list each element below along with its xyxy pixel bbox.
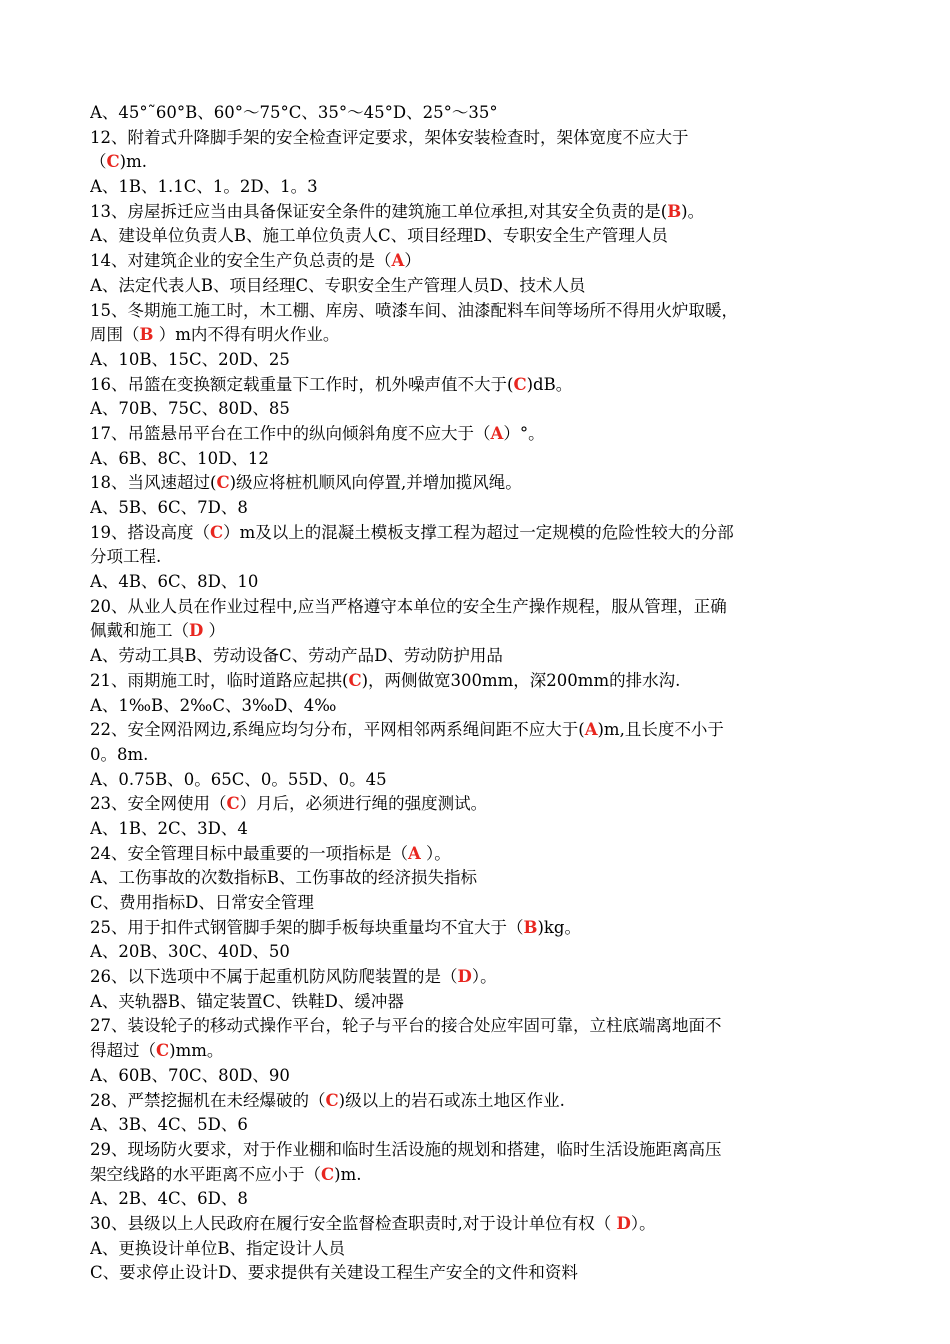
text-run: A、夹轨器B、锚定装置C、铁鞋D、缓冲器: [90, 991, 404, 1011]
text-run: ）。: [471, 967, 497, 987]
answer-mark: C: [216, 473, 230, 493]
text-line: [90, 842, 858, 867]
text-run: 周围（: [90, 325, 140, 345]
answer-mark: C: [226, 794, 240, 814]
text-run: )m.: [119, 152, 147, 172]
text-run: A、4B、6C、8D、10: [90, 572, 259, 592]
text-run: 21、雨期施工时，临时道路应起拱(: [90, 670, 349, 690]
text-run: 分项工程.: [90, 547, 162, 567]
text-line: [90, 200, 858, 225]
text-line: [90, 397, 858, 422]
text-run: 12、附着式升降脚手架的安全检查评定要求，架体安装检查时，架体宽度不应大于: [90, 127, 689, 147]
answer-mark: C: [348, 670, 362, 690]
text-run: A、0.75B、0。65C、0。55D、0。45: [90, 769, 387, 789]
text-line: [90, 373, 858, 398]
text-run: )kg。: [537, 917, 581, 937]
text-run: A、建设单位负责人B、施工单位负责人C、项目经理D、专职安全生产管理人员: [90, 226, 668, 246]
text-run: 架空线路的水平距离不应小于（: [90, 1164, 321, 1184]
answer-mark: D: [616, 1213, 631, 1233]
text-line: [90, 1113, 858, 1138]
text-run: ）m内不得有明火作业。: [153, 325, 340, 345]
answer-mark: C: [156, 1041, 170, 1061]
text-run: A、6B、8C、10D、12: [90, 448, 269, 468]
text-run: ）°。: [503, 423, 545, 443]
text-run: A、1B、2C、3D、4: [90, 818, 248, 838]
text-run: A、60B、70C、80D、90: [90, 1065, 290, 1085]
text-line: [90, 1039, 858, 1064]
answer-mark: D: [189, 621, 204, 641]
text-run: 29、现场防火要求，对于作业棚和临时生活设施的规划和搭建，临时生活设施距离高压: [90, 1139, 722, 1159]
text-run: A、1B、1.1C、1。2D、1。3: [90, 177, 318, 197]
text-line: [90, 422, 858, 447]
text-line: [90, 940, 858, 965]
text-run: 24、安全管理目标中最重要的一项指标是（: [90, 843, 408, 863]
text-run: )mm。: [169, 1041, 224, 1061]
text-line: [90, 299, 858, 324]
text-line: [90, 274, 858, 299]
text-run: )dB。: [526, 374, 573, 394]
text-line: [90, 570, 858, 595]
text-run: 0。8m.: [90, 744, 149, 764]
text-line: [90, 990, 858, 1015]
text-run: 20、从业人员在作业过程中,应当严格遵守本单位的安全生产操作规程，服从管理，正确: [90, 596, 727, 616]
text-run: A、3B、4C、5D、6: [90, 1115, 248, 1135]
answer-mark: C: [321, 1164, 335, 1184]
text-line: [90, 348, 858, 373]
text-run: A、更换设计单位B、指定设计人员: [90, 1238, 346, 1258]
text-line: [90, 619, 858, 644]
text-line: [90, 1187, 858, 1212]
text-line: [90, 595, 858, 620]
text-run: )m,且长度不小于: [597, 720, 724, 740]
text-line: [90, 175, 858, 200]
text-run: ）。: [420, 843, 451, 863]
text-line: [90, 1261, 858, 1286]
text-line: [90, 891, 858, 916]
text-run: ）。: [630, 1213, 656, 1233]
answer-mark: B: [667, 201, 682, 221]
answer-mark: C: [106, 152, 120, 172]
text-run: )级应将桩机顺风向停置,并增加揽风绳。: [229, 473, 522, 493]
text-run: ）: [203, 621, 226, 641]
text-line: [90, 150, 858, 175]
text-run: 23、安全网使用（: [90, 794, 227, 814]
text-line: [90, 718, 858, 743]
text-run: （: [90, 152, 107, 172]
text-line: [90, 817, 858, 842]
text-run: A、70B、75C、80D、85: [90, 399, 290, 419]
text-run: 14、对建筑企业的安全生产负总责的是（: [90, 251, 392, 271]
document-page: [90, 101, 858, 1286]
text-run: A、2B、4C、6D、8: [90, 1189, 248, 1209]
text-line: [90, 249, 858, 274]
text-line: [90, 496, 858, 521]
answer-mark: C: [513, 374, 527, 394]
text-run: ）月后，必须进行绳的强度测试。: [239, 794, 488, 814]
answer-mark: C: [210, 522, 224, 542]
text-run: A、10B、15C、20D、25: [90, 349, 290, 369]
text-line: [90, 101, 858, 126]
text-line: [90, 1237, 858, 1262]
answer-mark: A: [408, 843, 421, 863]
text-run: 27、装设轮子的移动式操作平台，轮子与平台的接合处应牢固可靠，立柱底端离地面不: [90, 1016, 722, 1036]
text-run: A、劳动工具B、劳动设备C、劳动产品D、劳动防护用品: [90, 646, 503, 666]
text-line: [90, 916, 858, 941]
answer-mark: A: [584, 720, 598, 740]
text-run: A、1‰B、2‰C、3‰D、4‰: [90, 695, 337, 715]
text-line: [90, 447, 858, 472]
text-run: 30、县级以上人民政府在履行安全监督检查职责时,对于设计单位有权（: [90, 1213, 617, 1233]
text-line: [90, 471, 858, 496]
text-line: [90, 694, 858, 719]
text-run: )m.: [334, 1164, 362, 1184]
text-line: [90, 866, 858, 891]
text-run: 13、房屋拆迁应当由具备保证安全条件的建筑施工单位承担,对其安全负责的是(: [90, 201, 668, 221]
text-line: [90, 126, 858, 151]
text-run: 佩戴和施工（: [90, 621, 189, 641]
text-run: )级以上的岩石或冻土地区作业.: [338, 1090, 565, 1110]
text-line: [90, 1138, 858, 1163]
text-run: 19、搭设高度（: [90, 522, 210, 542]
answer-mark: A: [391, 251, 405, 271]
text-run: C、费用指标D、日常安全管理: [90, 893, 314, 912]
text-run: 16、吊篮在变换额定载重量下工作时，机外噪声值不大于(: [90, 374, 514, 394]
text-line: [90, 545, 858, 570]
text-line: [90, 644, 858, 669]
text-run: 15、冬期施工施工时，木工棚、库房、喷漆车间、油漆配料车间等场所不得用火炉取暖，: [90, 300, 738, 320]
text-run: 26、以下选项中不属于起重机防风防爬装置的是（: [90, 967, 458, 987]
text-line: [90, 965, 858, 990]
text-run: ）m及以上的混凝土模板支撑工程为超过一定规模的危险性较大的分部: [223, 522, 734, 542]
text-line: [90, 1064, 858, 1089]
text-line: [90, 669, 858, 694]
text-line: [90, 521, 858, 546]
text-run: A、45°˜60°B、60°～75°C、35°～45°D、25°～35°: [90, 103, 498, 122]
text-run: ）: [404, 251, 421, 271]
text-run: A、20B、30C、40D、50: [90, 942, 290, 962]
answer-mark: B: [139, 325, 154, 345]
answer-mark: B: [523, 917, 538, 937]
text-line: [90, 1014, 858, 1039]
text-line: [90, 768, 858, 793]
text-run: )。: [681, 201, 705, 221]
text-line: [90, 323, 858, 348]
text-line: [90, 1089, 858, 1114]
answer-mark: A: [490, 423, 504, 443]
text-run: A、工伤事故的次数指标B、工伤事故的经济损失指标: [90, 868, 478, 888]
text-run: )，两侧做宽300mm，深200mm的排水沟.: [361, 670, 681, 690]
text-line: [90, 743, 858, 768]
text-run: 28、严禁挖掘机在未经爆破的（: [90, 1090, 326, 1110]
text-run: 17、吊篮悬吊平台在工作中的纵向倾斜角度不应大于（: [90, 423, 491, 443]
text-line: [90, 1163, 858, 1188]
text-run: 25、用于扣件式钢管脚手架的脚手板每块重量均不宜大于（: [90, 917, 524, 937]
text-run: C、要求停止设计D、要求提供有关建设工程生产安全的文件和资料: [90, 1263, 578, 1283]
text-run: 18、当风速超过(: [90, 473, 217, 493]
text-run: A、5B、6C、7D、8: [90, 498, 248, 517]
answer-mark: C: [325, 1090, 339, 1110]
text-line: [90, 792, 858, 817]
text-line: [90, 1212, 858, 1237]
text-run: 得超过（: [90, 1041, 156, 1061]
text-run: 22、安全网沿网边,系绳应均匀分布，平网相邻两系绳间距不应大于(: [90, 720, 585, 740]
text-line: [90, 224, 858, 249]
answer-mark: D: [457, 967, 472, 987]
text-run: A、法定代表人B、项目经理C、专职安全生产管理人员D、技术人员: [90, 275, 586, 295]
